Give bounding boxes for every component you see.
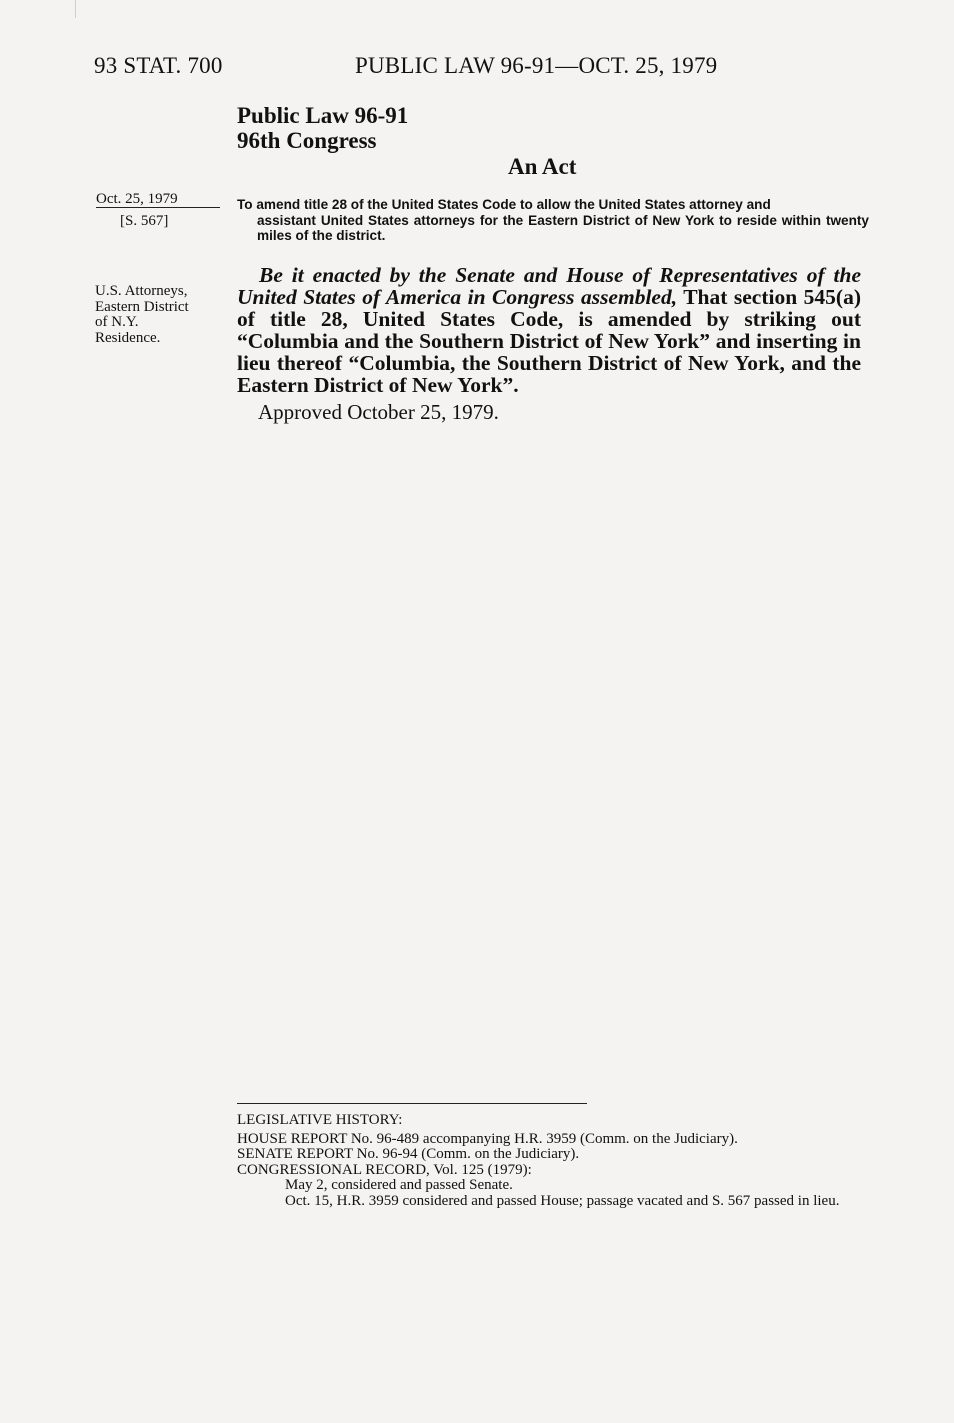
margin-note-line: Eastern District [95, 298, 189, 315]
margin-date: Oct. 25, 1979 [96, 191, 178, 207]
enacting-clause: Be it enacted by the Senate and House of Representatives of the United States of America in Congress assembled, [237, 263, 861, 309]
congressional-record: CONGRESSIONAL RECORD, Vol. 125 (1979): [237, 1161, 532, 1178]
margin-note-line: of N.Y. [95, 314, 139, 330]
enacting-body: That section 545(a) of title 28, United States Code, is amended by striking out “Columbia and the Southern District of New York” and inserting in lieu thereof “Columbia, the Southern District of New York, and the Eastern District of New York”. [237, 285, 861, 397]
act-label: An Act [508, 154, 577, 179]
stat-citation: 93 STAT. 700 [94, 53, 223, 78]
purpose-first-line: To amend title 28 of the United States Code to allow the United States attorney and [237, 197, 771, 212]
history-entry: Oct. 15, H.R. 3959 considered and passed House; passage vacated and S. 567 passed in lieu. [285, 1192, 840, 1209]
running-title: PUBLIC LAW 96-91—OCT. 25, 1979 [355, 53, 718, 78]
margin-note-line: U.S. Attorneys, [95, 283, 188, 299]
footnote-divider [237, 1103, 587, 1104]
margin-divider [96, 207, 220, 208]
margin-note-line: Residence. [95, 329, 161, 346]
margin-note [95, 284, 225, 346]
page-edge-mark [75, 0, 76, 18]
act-purpose [237, 197, 869, 244]
law-number: Public Law 96-91 [237, 103, 409, 128]
legislative-history [237, 1113, 861, 1209]
house-report: HOUSE REPORT No. 96-489 accompanying H.R. 3959 (Comm. on the Judiciary). [237, 1130, 738, 1147]
history-entry: May 2, considered and passed Senate. [285, 1177, 513, 1193]
enacting-section [237, 264, 861, 396]
approval-date: Approved October 25, 1979. [258, 400, 499, 424]
senate-report: SENATE REPORT No. 96-94 (Comm. on the Judiciary). [237, 1146, 580, 1162]
congress: 96th Congress [237, 128, 377, 153]
history-heading: LEGISLATIVE HISTORY: [237, 1112, 403, 1128]
purpose-rest: assistant United States attorneys for the Eastern District of New York to reside within twenty miles of the district. [257, 212, 869, 243]
margin-bill-number: [S. 567] [120, 213, 169, 229]
